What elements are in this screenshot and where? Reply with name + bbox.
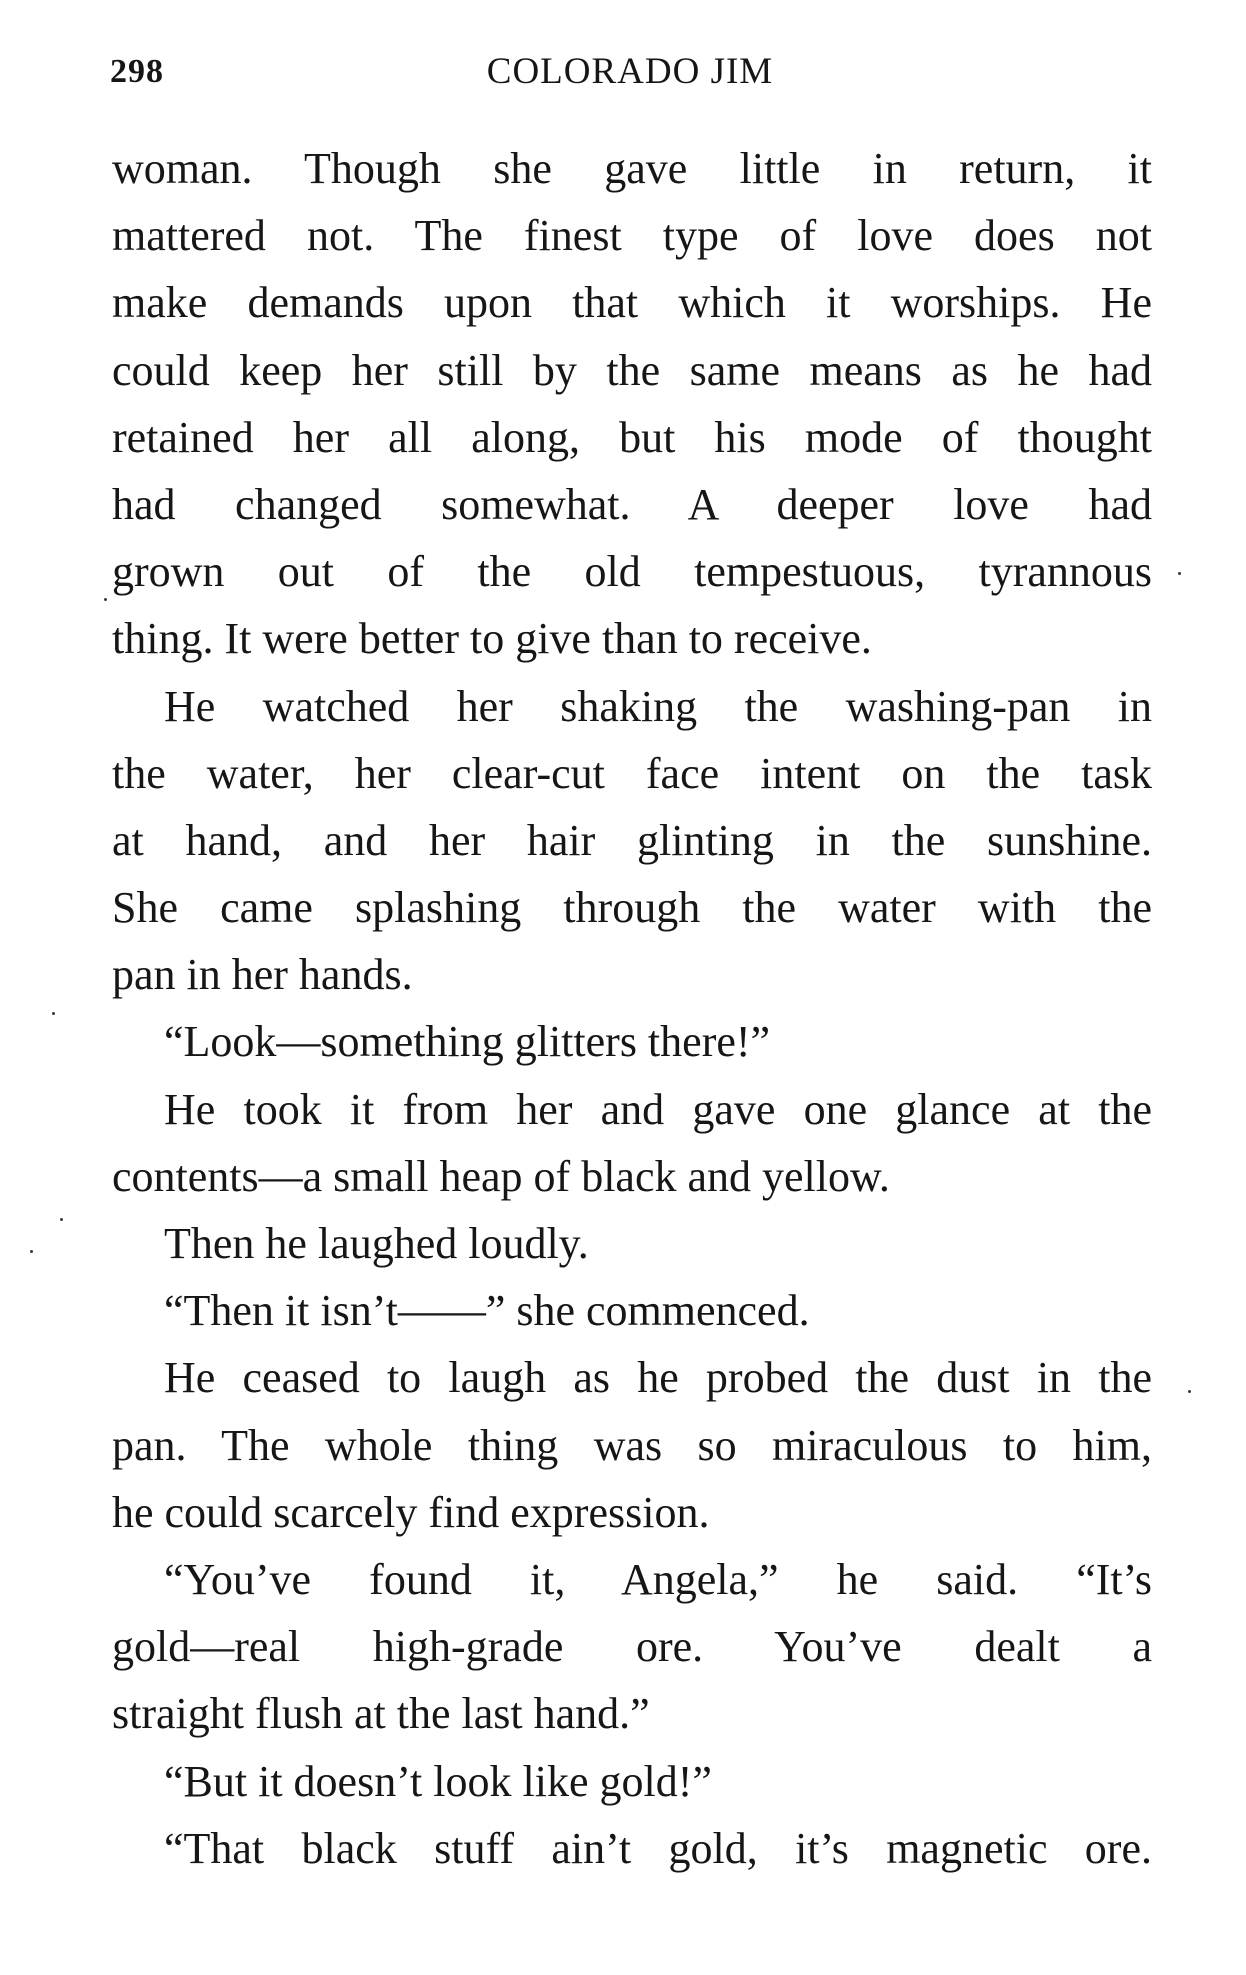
text-line: He ceased to laugh as he probed the dust in the	[164, 1353, 1152, 1403]
text-line: pan. The whole thing was so miraculous to him,	[112, 1420, 1152, 1470]
print-speck	[30, 1250, 33, 1253]
print-speck	[104, 598, 107, 601]
book-title: COLORADO JIM	[486, 51, 774, 92]
text-line: He watched her shaking the washing-pan in	[164, 681, 1152, 731]
text-line: Then he laughed loudly.	[164, 1219, 589, 1268]
text-line: woman. Though she gave little in return, it	[112, 144, 1152, 193]
text-line: grown out of the old tempestuous, tyrannous	[112, 547, 1152, 597]
text-line: “That black stuff ain’t gold, it’s magnetic ore.	[164, 1823, 1152, 1873]
text-line: the water, her clear-cut face intent on the task	[112, 748, 1152, 798]
text-line: “You’ve found it, Angela,” he said. “It’s	[164, 1554, 1152, 1604]
text-line: thing. It were better to give than to receive.	[112, 614, 872, 664]
print-speck	[52, 1012, 55, 1015]
text-line: “Then it isn’t——” she commenced.	[164, 1286, 810, 1336]
text-line: pan in her hands.	[112, 950, 413, 1000]
text-line: could keep her still by the same means as he had	[112, 345, 1152, 395]
text-line: he could scarcely find expression.	[112, 1487, 710, 1537]
text-line: had changed somewhat. A deeper love had	[112, 479, 1152, 529]
text-line: She came splashing through the water with the	[112, 883, 1152, 933]
body-text	[112, 135, 1152, 1882]
text-line: “But it doesn’t look like gold!”	[164, 1756, 712, 1806]
text-line: “Look—something glitters there!”	[164, 1017, 771, 1067]
print-speck	[60, 1218, 63, 1221]
text-line: at hand, and her hair glinting in the sunshine.	[112, 815, 1152, 865]
print-speck	[1188, 1390, 1191, 1393]
page-number: 298	[110, 53, 164, 90]
running-head	[110, 42, 1150, 102]
print-speck	[1178, 572, 1181, 575]
text-line: retained her all along, but his mode of thought	[112, 412, 1152, 462]
text-line: contents—a small heap of black and yellow.	[112, 1151, 890, 1201]
text-line: make demands upon that which it worships. He	[112, 278, 1152, 328]
text-line: He took it from her and gave one glance at the	[164, 1084, 1152, 1134]
text-line: gold—real high-grade ore. You’ve dealt a	[112, 1622, 1152, 1672]
text-line: straight flush at the last hand.”	[112, 1689, 650, 1739]
text-line: mattered not. The finest type of love does not	[112, 211, 1152, 261]
